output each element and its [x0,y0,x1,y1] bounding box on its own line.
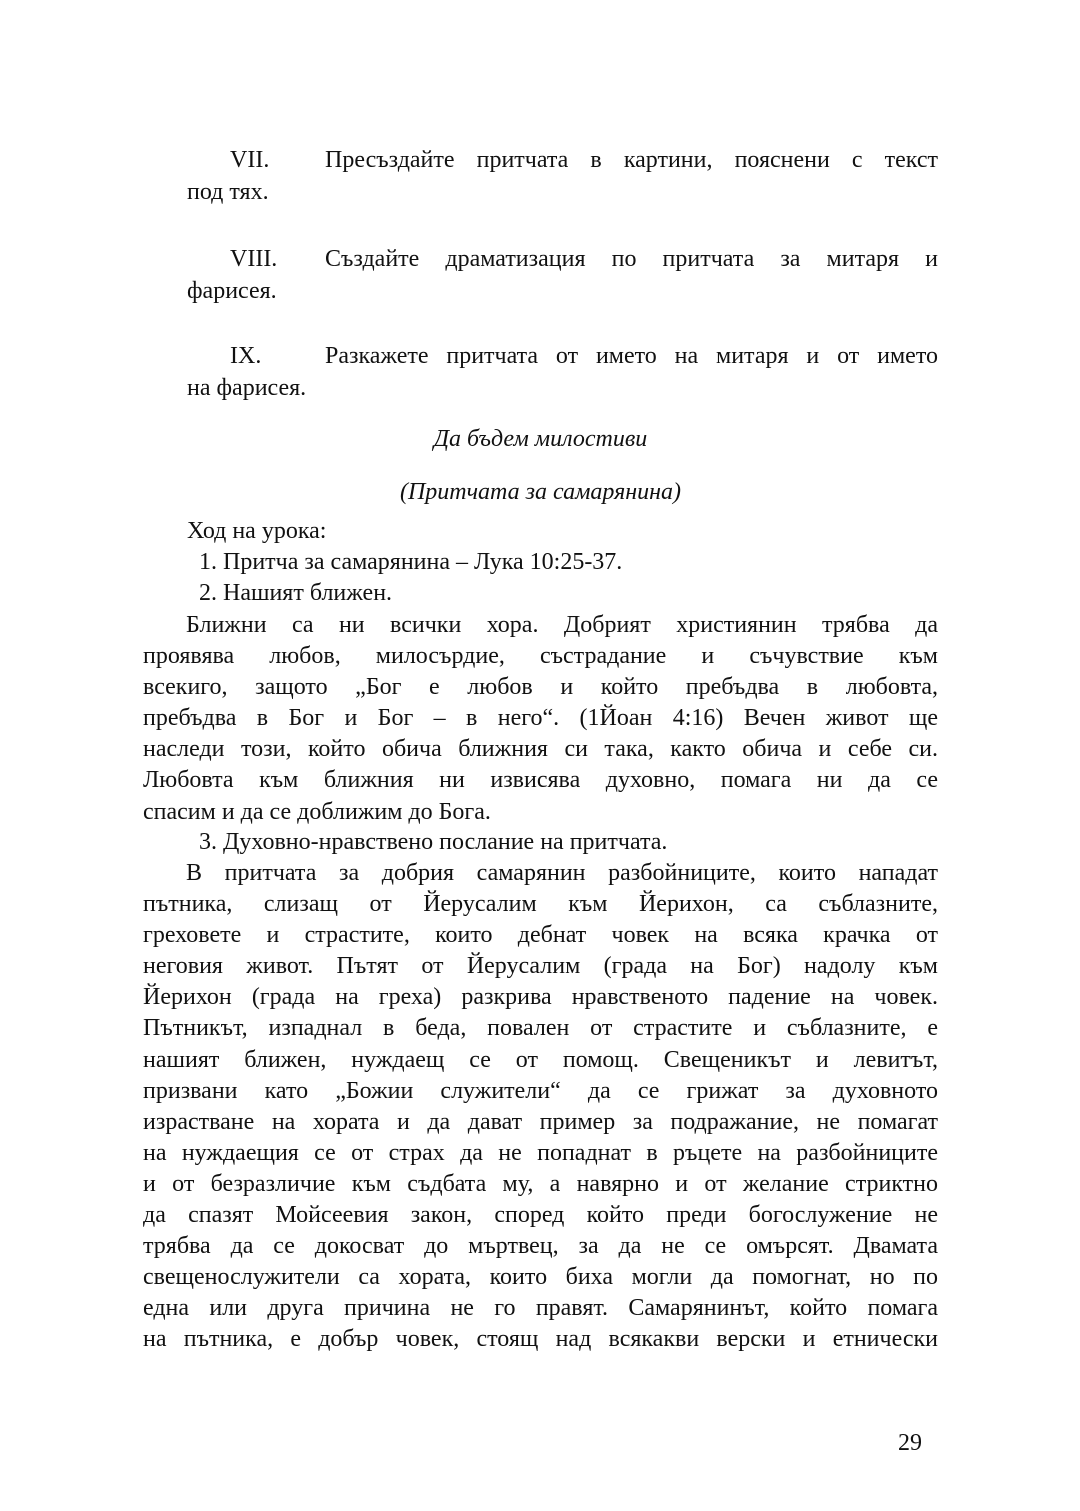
task-number: VIII. [230,246,278,272]
task-item [187,144,938,208]
page-number: 29 [898,1430,922,1456]
task-text-continued: фарисея. [187,278,277,304]
text-line: Йерихон (града на греха) разкрива нравственото падение на човек. [143,984,938,1011]
text-line: Любовта към ближния ни извисява духовно, помага ни да се [143,767,938,794]
task-text: Създайте драматизация по притчата за митаря и [325,246,938,272]
text-line: Пътникът, изпаднал в беда, повален от страстите и съблазните, е [143,1015,938,1042]
lesson-subtitle: (Притчата за самарянина) [399,479,682,505]
text-line: неговия живот. Пътят от Йерусалим (града на Бог) надолу към [143,953,938,980]
text-line: и от безразличие към съдбата му, а навярно и от желание стриктно [143,1170,938,1197]
text-line: свещенослужители са хората, които биха могли да помогнат, но по [143,1264,938,1291]
outline-label: Ход на урока: [187,518,327,544]
text-line: израстване на хората и да дават пример за подражание, не помагат [143,1108,938,1135]
outline-item-1: 1. Притча за самарянина – Лука 10:25-37. [199,549,623,575]
text-line: наследи този, който обича ближния си така, както обича и себе си. [143,736,938,763]
text-line: спасим и да се доближим до Бога. [143,798,491,825]
text-line: греховете и страстите, които дебнат човек на всяка крачка от [143,922,938,949]
task-text-continued: на фарисея. [187,375,307,401]
text-line: призвани като „Божии служители“ да се грижат за духовното [143,1077,938,1104]
text-line: пребъдва в Бог и Бог – в него“. (1Йоан 4:16) Вечен живот ще [143,705,938,732]
text-line: на нуждаещия се от страх да не попаднат в ръцете на разбойниците [143,1139,938,1166]
text-line: трябва да се докосват до мъртвец, за да не се омърсят. Двамата [143,1233,938,1260]
task-number: VII. [230,147,270,173]
text-line: В притчата за добрия самарянин разбойниците, които нападат [186,860,938,886]
paragraph-neighbour [143,610,938,828]
text-line: пътника, слизащ от Йерусалим към Йерихон, са съблазните, [143,891,938,918]
text-line: да спазят Мойсеевия закон, според който преди богослужение не [143,1202,938,1229]
text-line: проявява любов, милосърдие, състрадание и съчувствие към [143,643,938,670]
text-line: на пътника, е добър човек, стоящ над всякакви верски и етнически [143,1326,938,1353]
paragraph-message [143,858,938,1356]
text-line: една или друга причина не го правят. Самарянинът, който помага [143,1295,938,1322]
text-line: Ближни са ни всички хора. Добрият християнин трябва да [186,612,938,638]
task-number: IX. [230,343,262,369]
text-line: всекиго, защото „Бог е любов и който пребъдва в любовта, [143,674,938,701]
task-text-continued: под тях. [187,179,269,205]
outline-item-2: 2. Нашият ближен. [199,580,393,606]
task-text: Пресъздайте притчата в картини, пояснени с текст [325,147,938,173]
lesson-title: Да бъдем милостиви [433,426,648,452]
text-line: нашият ближен, нуждаещ се от помощ. Свещеникът и левитът, [143,1046,938,1073]
task-text: Разкажете притчата от името на митаря и от името [325,343,938,369]
task-item [187,340,938,404]
task-item [187,243,938,307]
outline-item-3: 3. Духовно-нравствено послание на притчата. [199,829,668,855]
